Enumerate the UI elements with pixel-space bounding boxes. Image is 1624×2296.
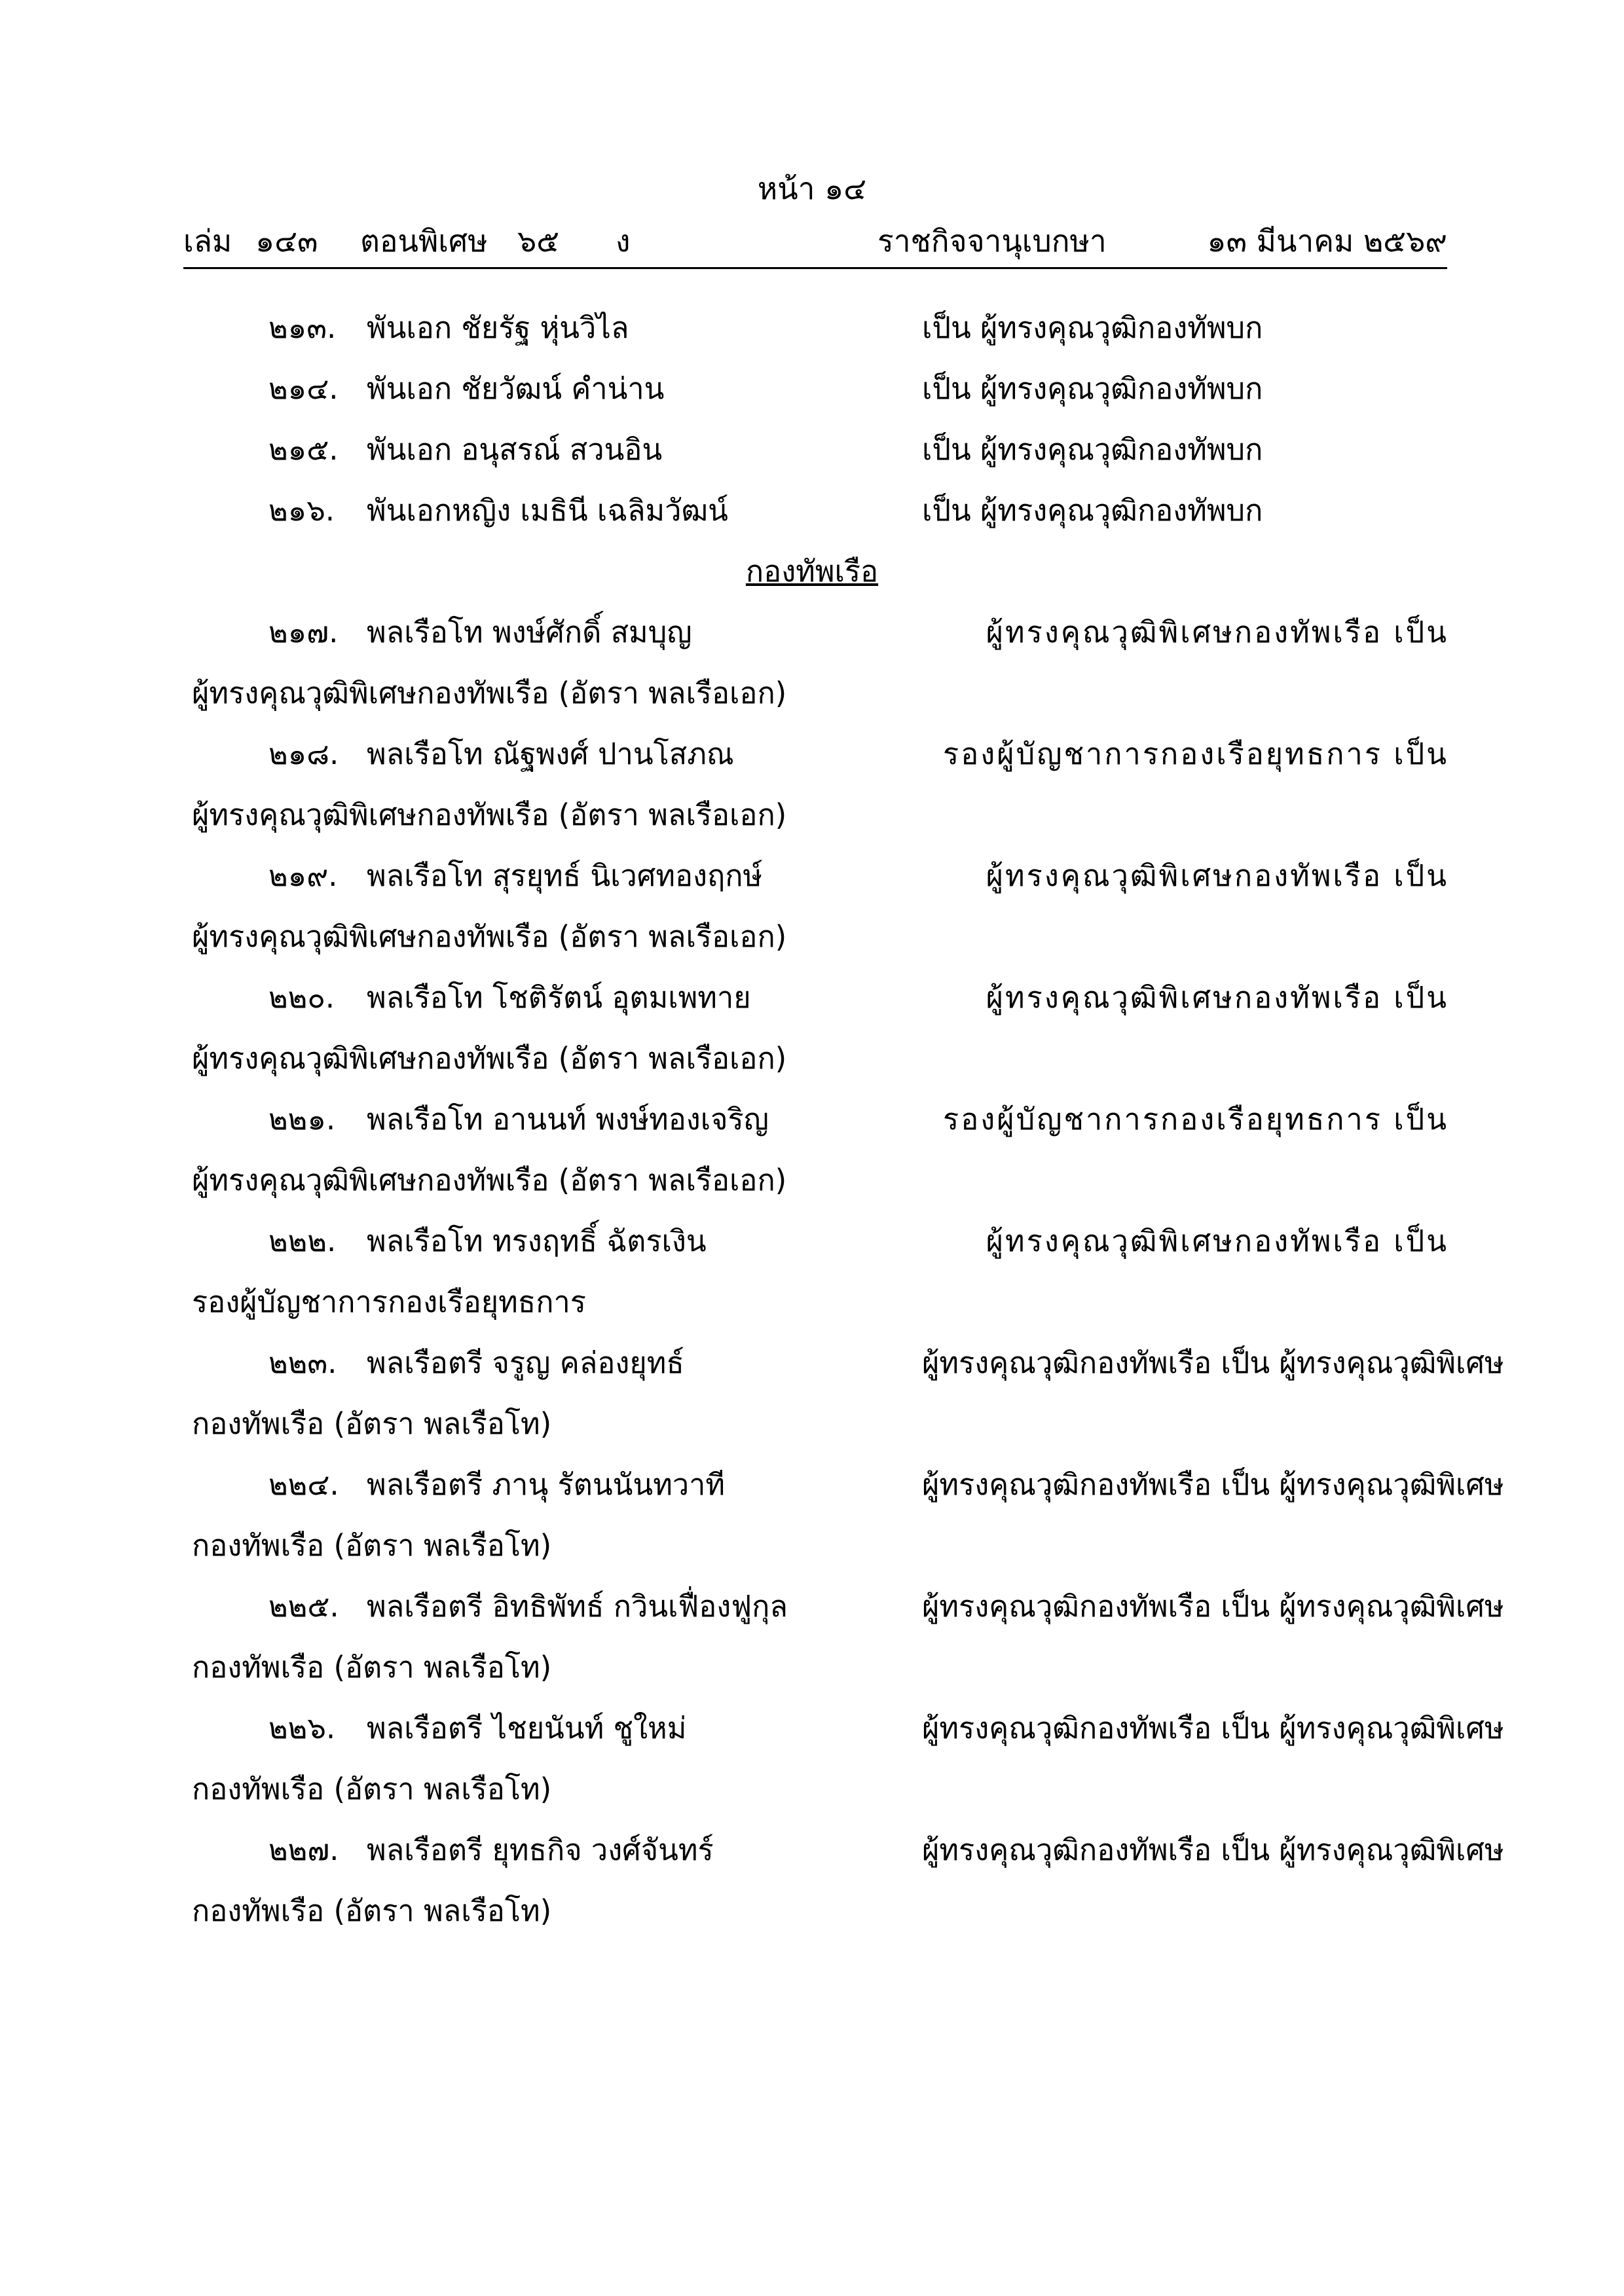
gazette-date: ๑๓ มีนาคม ๒๕๖๙ [1207,223,1447,259]
entry-name: พลเรือตรี อิทธิพัทธ์ กวินเฟื่องฟูกุล [367,1589,788,1624]
entry-number: ๒๑๗. [268,615,339,649]
entry-number: ๒๒๓. [268,1345,337,1380]
entry-number: ๒๑๔. [268,371,339,406]
list-item [0,598,1624,659]
entry-new-role: ผู้ทรงคุณวุฒิพิเศษกองทัพเรือ (อัตรา พลเรือเอก) [192,1163,787,1197]
list-item [0,1207,1624,1267]
appointment-list [0,293,1624,1937]
entry-number: ๒๒๒. [268,1224,337,1258]
entry-name: พันเอก ชัยรัฐ หุ่นวิไล [367,310,629,345]
entry-number: ๒๒๗. [268,1832,339,1867]
entry-new-role: ผู้ทรงคุณวุฒิพิเศษกองทัพเรือ (อัตรา พลเรือเอก) [192,676,787,710]
list-item [0,1450,1624,1511]
list-item-continuation [0,1146,1624,1207]
list-item [0,1815,1624,1876]
entry-name: พันเอก ชัยวัฒน์ คำน่าน [367,371,665,406]
gazette-header [183,217,1447,269]
entry-new-role: รองผู้บัญชาการกองเรือยุทธการ [192,1285,586,1319]
issue-label: ตอนพิเศษ [360,223,488,259]
entry-number: ๒๑๓. [268,310,337,345]
list-item [0,293,1624,354]
entry-role: ผู้ทรงคุณวุฒิกองทัพเรือ เป็น ผู้ทรงคุณวุฒิพิเศษ [922,1345,1504,1380]
entry-role: ผู้ทรงคุณวุฒิพิเศษกองทัพเรือ เป็น [986,858,1449,893]
list-item [0,1328,1624,1389]
entry-new-role: ผู้ทรงคุณวุฒิพิเศษกองทัพเรือ (อัตรา พลเรือเอก) [192,1041,787,1076]
list-item-continuation [0,1511,1624,1572]
issue-number: ๖๕ [517,223,560,259]
list-item [0,415,1624,476]
list-item [0,720,1624,780]
entry-number: ๒๒๖. [268,1711,336,1745]
entry-role: รองผู้บัญชาการกองเรือยุทธการ เป็น [943,737,1449,771]
entry-role: เป็น ผู้ทรงคุณวุฒิกองทัพบก [922,310,1263,345]
entry-number: ๒๑๖. [268,493,335,528]
list-item-continuation [0,1755,1624,1815]
entry-number: ๒๑๘. [268,737,339,771]
volume-number: ๑๔๓ [255,223,318,259]
entry-new-role: กองทัพเรือ (อัตรา พลเรือโท) [192,1528,552,1563]
list-item-continuation [0,1389,1624,1450]
entry-name: พลเรือตรี จรูญ คล่องยุทธ์ [367,1345,684,1380]
entry-new-role: กองทัพเรือ (อัตรา พลเรือโท) [192,1893,552,1928]
list-item-continuation [0,780,1624,841]
list-item [0,1694,1624,1755]
entry-role: ผู้ทรงคุณวุฒิกองทัพเรือ เป็น ผู้ทรงคุณวุฒิพิเศษ [922,1589,1504,1624]
list-item-continuation [0,1876,1624,1937]
entry-name: พลเรือโท โชติรัตน์ อุตมเพทาย [367,980,751,1015]
entry-role: รองผู้บัญชาการกองเรือยุทธการ เป็น [943,1102,1449,1137]
entry-new-role: กองทัพเรือ (อัตรา พลเรือโท) [192,1650,552,1685]
entry-role: ผู้ทรงคุณวุฒิพิเศษกองทัพเรือ เป็น [986,980,1449,1015]
entry-name: พันเอกหญิง เมธินี เฉลิมวัฒน์ [367,493,728,528]
entry-name: พลเรือตรี ภานุ รัตนนันทวาที [367,1467,726,1502]
gazette-name: ราชกิจจานุเบกษา [877,223,1107,259]
list-item [0,1085,1624,1146]
entry-name: พลเรือโท สุรยุทธ์ นิเวศทองฤกษ์ [367,858,763,893]
entry-role: เป็น ผู้ทรงคุณวุฒิกองทัพบก [922,432,1263,467]
list-item-continuation [0,659,1624,720]
entry-role: เป็น ผู้ทรงคุณวุฒิกองทัพบก [922,493,1263,528]
list-item [0,963,1624,1024]
entry-role: ผู้ทรงคุณวุฒิกองทัพเรือ เป็น ผู้ทรงคุณวุฒิพิเศษ [922,1832,1504,1867]
entry-role: ผู้ทรงคุณวุฒิพิเศษกองทัพเรือ เป็น [986,1224,1449,1258]
entry-number: ๒๑๕. [268,432,339,467]
issue-letter: ง [616,223,631,259]
entry-role: ผู้ทรงคุณวุฒิพิเศษกองทัพเรือ เป็น [986,615,1449,649]
entry-new-role: ผู้ทรงคุณวุฒิพิเศษกองทัพเรือ (อัตรา พลเรือเอก) [192,919,787,954]
entry-role: ผู้ทรงคุณวุฒิกองทัพเรือ เป็น ผู้ทรงคุณวุฒิพิเศษ [922,1467,1504,1502]
entry-name: พลเรือโท ทรงฤทธิ์ ฉัตรเงิน [367,1224,707,1258]
entry-new-role: กองทัพเรือ (อัตรา พลเรือโท) [192,1406,552,1441]
list-item [0,476,1624,537]
list-item-continuation [0,1267,1624,1328]
volume-label: เล่ม [183,223,232,259]
entry-new-role: ผู้ทรงคุณวุฒิพิเศษกองทัพเรือ (อัตรา พลเรือเอก) [192,797,787,832]
navy-heading: กองทัพเรือ [745,554,879,589]
entry-number: ๒๑๙. [268,858,338,893]
page-number: หน้า ๑๔ [757,171,867,206]
entry-role: เป็น ผู้ทรงคุณวุฒิกองทัพบก [922,371,1263,406]
entry-number: ๒๒๕. [268,1589,339,1624]
entry-name: พลเรือโท ณัฐพงศ์ ปานโสภณ [367,737,734,771]
entry-name: พลเรือโท อานนท์ พงษ์ทองเจริญ [367,1102,769,1137]
list-item [0,1572,1624,1633]
entry-new-role: กองทัพเรือ (อัตรา พลเรือโท) [192,1772,552,1806]
list-item [0,354,1624,415]
entry-name: พลเรือโท พงษ์ศักดิ์ สมบุญ [367,615,692,649]
entry-name: พันเอก อนุสรณ์ สวนอิน [367,432,663,467]
section-heading [0,537,1624,598]
list-item [0,841,1624,902]
entry-name: พลเรือตรี ไชยนันท์ ชูใหม่ [367,1711,687,1745]
entry-number: ๒๒๑. [268,1102,336,1137]
entry-number: ๒๒๔. [268,1467,339,1502]
entry-name: พลเรือตรี ยุทธกิจ วงศ์จันทร์ [367,1832,714,1867]
list-item-continuation [0,1024,1624,1085]
list-item-continuation [0,902,1624,963]
list-item-continuation [0,1633,1624,1694]
entry-number: ๒๒๐. [268,980,335,1015]
entry-role: ผู้ทรงคุณวุฒิกองทัพเรือ เป็น ผู้ทรงคุณวุฒิพิเศษ [922,1711,1504,1745]
